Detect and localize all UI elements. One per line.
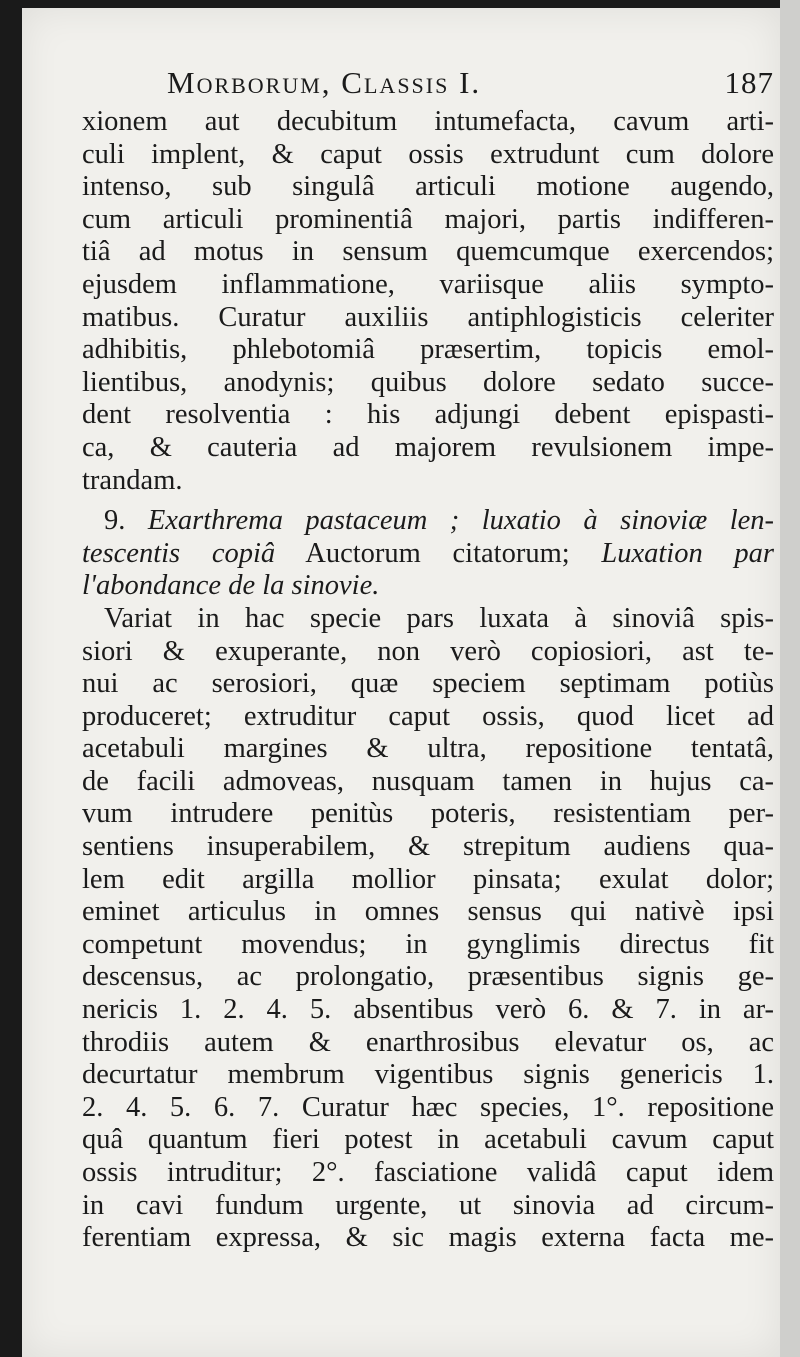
text-line: cum articuli prominentiâ majori, partis indifferen- (82, 203, 774, 235)
page-edge (780, 0, 800, 1357)
text-line: quâ quantum fieri potest in acetabuli cavum caput (82, 1124, 774, 1156)
species-french-name-cont: l'abondance de la sinovie. (82, 570, 380, 602)
text-line: nui ac serosiori, quæ speciem septimam potiùs (82, 668, 774, 700)
species-name-cont: tescentis copiâ (82, 537, 276, 569)
text-line: decurtatur membrum vigentibus signis genericis 1. (82, 1059, 774, 1091)
text-line: dent resolventia : his adjungi debent epispasti- (82, 399, 774, 431)
text-line: throdiis autem & enarthrosibus elevatur os, ac (82, 1026, 774, 1058)
text-line: de facili admoveas, nusquam tamen in hujus ca- (82, 765, 774, 797)
running-title: Morborum, Classis I. (167, 65, 482, 100)
page-number: 187 (724, 65, 774, 100)
text-line: ossis intruditur; 2°. fasciatione validâ caput idem (82, 1157, 774, 1188)
text-line: acetabuli margines & ultra, repositione tentatâ, (82, 733, 774, 765)
text-line: produceret; extruditur caput ossis, quod licet ad (82, 700, 774, 732)
species-line (82, 538, 774, 571)
species-number: 9. (104, 505, 126, 537)
text-line: in cavi fundum urgente, ut sinovia ad circum- (82, 1189, 774, 1221)
text-line: vum intrudere penitùs poteris, resistentiam per- (82, 798, 774, 830)
text-line: tiâ ad motus in sensum quemcumque exercendos; (82, 236, 774, 268)
text-line: sentiens insuperabilem, & strepitum audiens qua- (82, 831, 774, 863)
text-line: siori & exuperante, non verò copiosiori, ast te- (82, 635, 774, 667)
text-line: ferentiam expressa, & sic magis externa facta me- (82, 1222, 774, 1254)
text-line: eminet articulus in omnes sensus qui nativè ipsi (82, 896, 774, 928)
paragraph-continuation (82, 106, 774, 497)
species-heading (82, 505, 774, 603)
species-french-name: Luxation par (601, 537, 774, 569)
text-line: 2. 4. 5. 6. 7. Curatur hæc species, 1°. repositione (82, 1091, 774, 1123)
text-line: Variat in hac specie pars luxata à sinoviâ spis- (104, 602, 774, 634)
text-line: culi implent, & caput ossis extrudunt cum dolore (82, 138, 774, 170)
text-line: trandam. (82, 464, 183, 496)
text-line: ca, & cauteria ad majorem revulsionem impe- (82, 431, 774, 463)
species-line (82, 505, 774, 538)
page-text (82, 60, 774, 1255)
text-line: descensus, ac prolongatio, præsentibus signis ge- (82, 961, 774, 993)
text-line: matibus. Curatur auxiliis antiphlogisticis celeriter (82, 301, 774, 333)
species-description (82, 603, 774, 1255)
text-line: lientibus, anodynis; quibus dolore sedato succe- (82, 366, 774, 398)
text-line: lem edit argilla mollior pinsata; exulat dolor; (82, 863, 774, 895)
page-header (82, 60, 774, 106)
text-line: ejusdem inflammatione, variisque aliis sympto- (82, 268, 774, 300)
book-page (22, 8, 780, 1357)
species-name: Exarthrema pastaceum ; luxatio à sinoviæ len- (147, 505, 774, 537)
species-line (82, 570, 774, 603)
text-line: competunt movendus; in gynglimis directus fit (82, 928, 774, 960)
text-line: adhibitis, phlebotomiâ præsertim, topicis emol- (82, 334, 774, 366)
species-citation: Auctorum citatorum; (305, 537, 570, 569)
text-line: nericis 1. 2. 4. 5. absentibus verò 6. & 7. in ar- (82, 994, 774, 1026)
text-line: xionem aut decubitum intumefacta, cavum arti- (82, 106, 774, 137)
text-line: intenso, sub singulâ articuli motione augendo, (82, 171, 774, 203)
